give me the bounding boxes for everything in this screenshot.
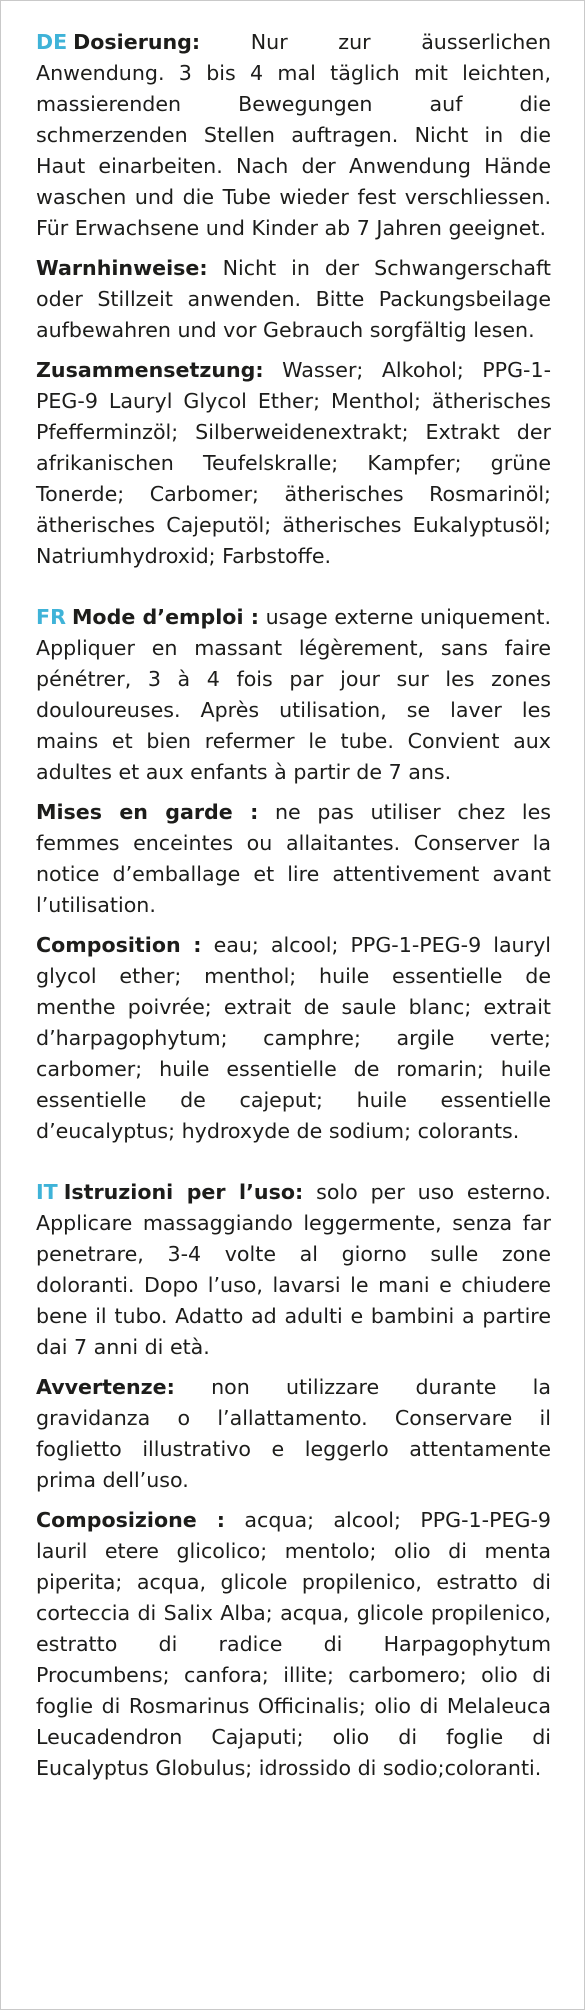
paragraph-label: Composizione : bbox=[36, 1508, 225, 1532]
paragraph-warnings-it bbox=[36, 1372, 551, 1496]
language-code-fr: FR bbox=[36, 605, 66, 629]
section-de bbox=[36, 27, 551, 572]
paragraph-text: acqua; alcool; PPG-1-PEG-9 lauril etere glicolico; mentolo; olio di menta piperita; acqua, glicole propilenico, estratto di corteccia di Salix Alba; acqua, glicole propilenico, estratto di radice di Harpagophytum Procumbens; canfora; illite; carbomero; olio di foglie di Rosmarinus Officinalis; olio di Melaleuca Leucadendron Cajaputi; olio di foglie di Eucalyptus Globulus; idrossido di sodio;coloranti. bbox=[36, 1508, 551, 1780]
paragraph-label: Zusammensetzung: bbox=[36, 358, 264, 382]
paragraph-label: Istruzioni per l’uso: bbox=[63, 1180, 304, 1204]
paragraph-text: Wasser; Alkohol; PPG-1-PEG-9 Lauryl Glycol Ether; Menthol; ätherisches Pfefferminzöl; Silberweidenextrakt; Extrakt der afrikanischen Teufelskralle; Kampfer; grüne Tonerde; Carbomer; ätherisches Rosmarinöl; ätherisches Cajeputöl; ätherisches Eukalyptusöl; Natriumhydroxid; Farbstoffe. bbox=[36, 358, 552, 568]
paragraph-text: eau; alcool; PPG-1-PEG-9 lauryl glycol ether; menthol; huile essentielle de menthe poivrée; extrait de saule blanc; extrait d’harpagophytum; camphre; argile verte; carbomer; huile essentielle de romarin; huile essentielle de cajeput; huile essentielle d’eucalyptus; hydroxyde de sodium; colorants. bbox=[36, 933, 551, 1143]
paragraph-text: Nur zur äusserlichen Anwendung. 3 bis 4 mal täglich mit leichten, massierenden Bewegungen auf die schmerzenden Stellen auftragen. Nicht in die Haut einarbeiten. Nach der Anwendung Hände waschen und die Tube wieder fest verschliessen. Für Erwachsene und Kinder ab 7 Jahren geeignet. bbox=[36, 30, 551, 240]
paragraph-text: solo per uso esterno. Applicare massaggiando leggermente, senza far penetrare, 3-4 volte al giorno sulle zone doloranti. Dopo l’uso, lavarsi le mani e chiudere bene il tubo. Adatto ad adulti e bambini a partire dai 7 anni di età. bbox=[36, 1180, 551, 1359]
paragraph-label: Composition : bbox=[36, 933, 202, 957]
paragraph-dosage-it bbox=[36, 1177, 551, 1363]
section-it bbox=[36, 1177, 551, 1784]
paragraph-warnings-de bbox=[36, 253, 551, 346]
paragraph-text: Nicht in der Schwangerschaft oder Stillzeit anwenden. Bitte Packungsbeilage aufbewahren und vor Gebrauch sorgfältig lesen. bbox=[36, 256, 551, 342]
paragraph-text: non utilizzare durante la gravidanza o l’allattamento. Conservare il foglietto illustrativo e leggerlo attentamente prima dell’uso. bbox=[36, 1375, 552, 1492]
paragraph-warnings-fr bbox=[36, 797, 551, 921]
paragraph-composition-de bbox=[36, 355, 551, 572]
paragraph-text: usage externe uniquement. Appliquer en massant légèrement, sans faire pénétrer, 3 à 4 fois par jour sur les zones douloureuses. Après utilisation, se laver les mains et bien refermer le tube. Convient aux adultes et aux enfants à partir de 7 ans. bbox=[36, 605, 552, 784]
paragraph-composition-it bbox=[36, 1505, 551, 1784]
language-code-it: IT bbox=[36, 1180, 58, 1204]
paragraph-dosage-fr bbox=[36, 602, 551, 788]
paragraph-dosage-de bbox=[36, 27, 551, 244]
language-code-de: DE bbox=[36, 30, 68, 54]
paragraph-label: Warnhinweise: bbox=[36, 256, 208, 280]
paragraph-composition-fr bbox=[36, 930, 551, 1147]
paragraph-label: Dosierung: bbox=[73, 30, 201, 54]
paragraph-label: Mode d’emploi : bbox=[71, 605, 259, 629]
paragraph-label: Mises en garde : bbox=[36, 800, 259, 824]
section-fr bbox=[36, 602, 551, 1147]
paragraph-text: ne pas utiliser chez les femmes enceintes ou allaitantes. Conserver la notice d’emballage et lire attentivement avant l’utilisation. bbox=[36, 800, 551, 917]
paragraph-label: Avvertenze: bbox=[36, 1375, 175, 1399]
